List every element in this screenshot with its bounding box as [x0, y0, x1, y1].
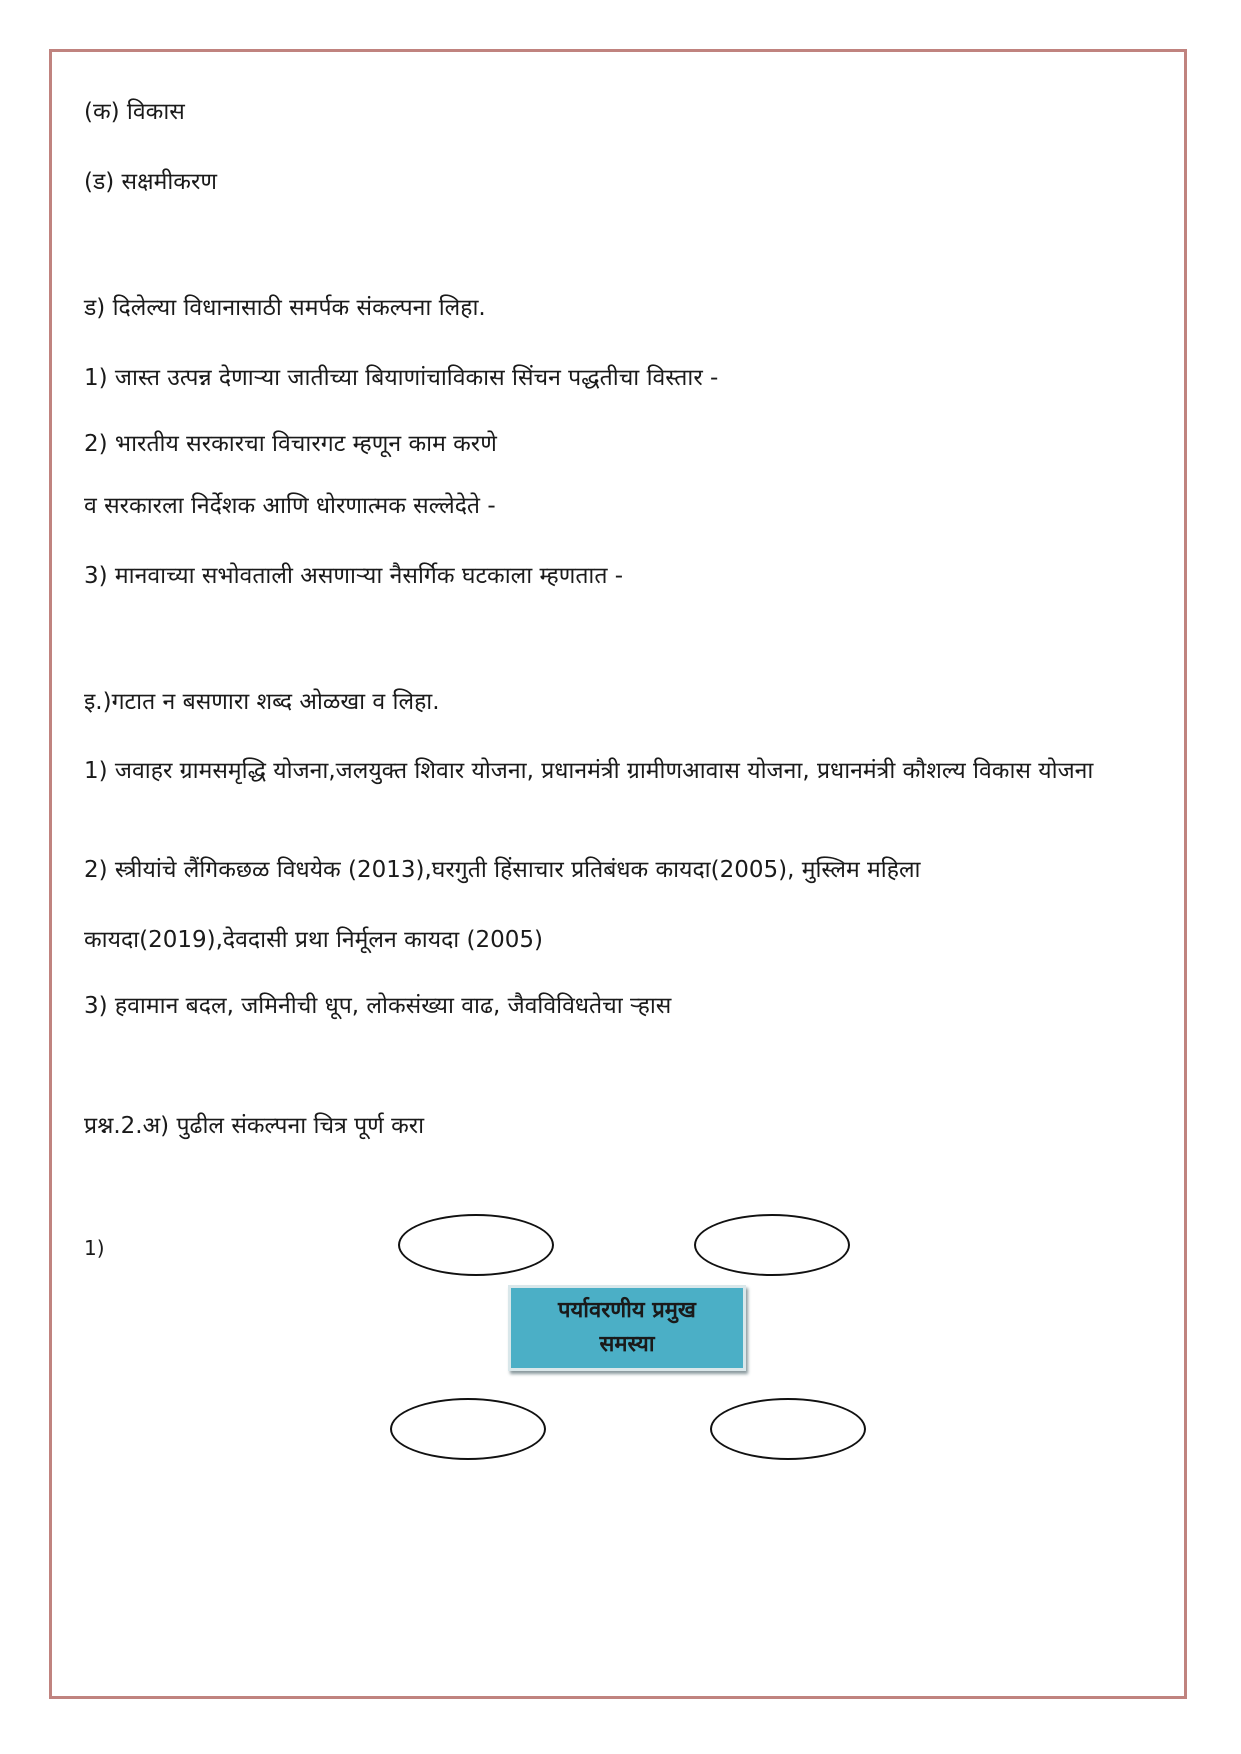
- diagram-item-number: 1): [84, 1236, 105, 1260]
- section-d-question-3: 3) मानवाच्या सभोवताली असणाऱ्या नैसर्गिक घटकाला म्हणतात -: [84, 563, 624, 589]
- question-2-heading: प्रश्न.2.अ) पुढील संकल्पना चित्र पूर्ण करा: [84, 1113, 425, 1139]
- section-d-heading: ड) दिलेल्या विधानासाठी समर्पक संकल्पना लिहा.: [84, 295, 486, 321]
- section-e-question-1: 1) जवाहर ग्रामसमृद्धि योजना,जलयुक्त शिवार योजना, प्रधानमंत्री ग्रामीणआवास योजना, प्रधानमंत्री कौशल्य विकास योजना: [84, 758, 1094, 784]
- option-k: (क) विकास: [84, 99, 185, 125]
- section-d-question-2-line-2: व सरकारला निर्देशक आणि धोरणात्मक सल्लेदेते -: [84, 493, 496, 519]
- section-e-question-2-line-2: कायदा(2019),देवदासी प्रथा निर्मूलन कायदा (2005): [84, 927, 544, 953]
- concept-map-blank-bottom-right: [710, 1398, 866, 1460]
- concept-map-center-box: [508, 1285, 746, 1371]
- section-d-question-2-line-1: 2) भारतीय सरकारचा विचारगट म्हणून काम करणे: [84, 431, 497, 457]
- concept-map-blank-top-right: [694, 1214, 850, 1276]
- concept-map-blank-bottom-left: [390, 1398, 546, 1460]
- section-e-heading: इ.)गटात न बसणारा शब्द ओळखा व लिहा.: [84, 689, 440, 715]
- concept-map-blank-top-left: [398, 1214, 554, 1276]
- concept-map-center-label: पर्यावरणीय प्रमुख समस्या: [558, 1298, 696, 1357]
- section-d-question-1: 1) जास्त उत्पन्न देणाऱ्या जातीच्या बियाणांचाविकास सिंचन पद्धतीचा विस्तार -: [84, 365, 719, 391]
- section-e-question-2-line-1: 2) स्त्रीयांचे लैंगिकछळ विधयेक (2013),घरगुती हिंसाचार प्रतिबंधक कायदा(2005), मुस्लिम महिला: [84, 857, 921, 883]
- section-e-question-3: 3) हवामान बदल, जमिनीची धूप, लोकसंख्या वाढ, जैवविविधतेचा ऱ्हास: [84, 993, 672, 1019]
- option-d: (ड) सक्षमीकरण: [84, 169, 218, 195]
